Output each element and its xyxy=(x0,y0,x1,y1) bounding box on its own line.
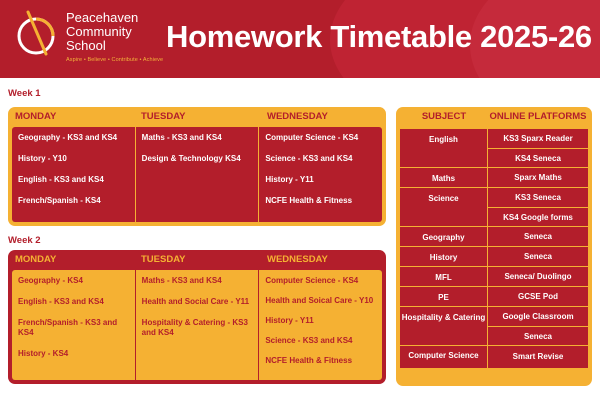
subject-row xyxy=(400,226,588,246)
homework-entry: French/Spanish - KS3 and KS4 xyxy=(18,318,118,337)
homework-entry: Design & Technology KS4 xyxy=(141,154,241,163)
subject-cell: History xyxy=(400,247,488,266)
day-header-wednesday: WEDNESDAY xyxy=(267,254,328,265)
homework-entry: NCFE Health & Fitness xyxy=(265,196,353,205)
homework-entry: Health and Social Care - Y11 xyxy=(141,297,250,306)
school-motto: Aspire • Believe • Contribute • Achieve xyxy=(66,57,164,63)
day-header-monday: MONDAY xyxy=(15,111,57,122)
subject-cell: PE xyxy=(400,287,488,306)
school-name-line: School xyxy=(66,38,106,53)
homework-entry: NCFE Health & Fitness xyxy=(265,356,353,365)
homework-entry: History - KS4 xyxy=(18,349,69,358)
week2-label: Week 2 xyxy=(8,235,41,246)
platform-cell: Seneca/ Duolingo xyxy=(504,272,572,281)
subject-table-header xyxy=(400,111,588,127)
homework-entry: Science - KS3 and KS4 xyxy=(265,336,353,345)
subject-row xyxy=(400,167,588,187)
subject-cell: Science xyxy=(400,188,488,226)
week1-wednesday-column xyxy=(258,127,382,222)
platform-cell: Seneca xyxy=(488,326,588,345)
week2-monday-column xyxy=(12,270,135,380)
subject-row xyxy=(400,129,588,167)
platform-cell: Seneca xyxy=(523,232,553,241)
homework-entry: Maths - KS3 and KS4 xyxy=(141,133,222,142)
school-logo-icon xyxy=(14,8,58,60)
platform-cell: Sparx Maths xyxy=(514,173,562,182)
week2-tuesday-column xyxy=(135,270,259,380)
homework-entry: History - Y11 xyxy=(265,316,314,325)
week2-timetable xyxy=(8,250,386,384)
homework-entry: English - KS3 and KS4 xyxy=(18,297,104,306)
subject-cell: Maths xyxy=(400,168,488,187)
day-header-tuesday: TUESDAY xyxy=(141,254,186,265)
subject-row xyxy=(400,345,588,368)
subject-cell: Hospitality & Catering xyxy=(400,307,488,345)
day-header-tuesday: TUESDAY xyxy=(141,111,186,122)
subject-row xyxy=(400,187,588,226)
week1-timetable xyxy=(8,107,386,226)
subject-row xyxy=(400,266,588,286)
platform-cell: KS4 Google forms xyxy=(488,207,588,226)
platform-cell: Google Classroom xyxy=(502,312,574,321)
subject-row xyxy=(400,246,588,266)
homework-entry: History - Y10 xyxy=(18,154,67,163)
week1-day-headers xyxy=(8,107,386,127)
day-header-wednesday: WEDNESDAY xyxy=(267,111,328,122)
week1-monday-column xyxy=(12,127,135,222)
platforms-column-header: ONLINE PLATFORMS xyxy=(489,111,587,122)
subject-cell: Geography xyxy=(400,227,488,246)
platform-cell: KS3 Seneca xyxy=(515,193,561,202)
platform-cell: KS3 Sparx Reader xyxy=(503,134,573,143)
homework-entry: Health and Soical Care - Y10 xyxy=(265,296,374,305)
page-title: Homework Timetable 2025-26 xyxy=(166,19,592,54)
subject-row xyxy=(400,306,588,345)
platform-cell: Seneca xyxy=(523,252,553,261)
homework-entry: History - Y11 xyxy=(265,175,314,184)
homework-entry: Hospitality & Catering - KS3 and KS4 xyxy=(141,318,248,337)
week1-label: Week 1 xyxy=(8,88,41,99)
homework-entry: Computer Science - KS4 xyxy=(265,133,359,142)
header-banner xyxy=(0,0,600,78)
day-header-monday: MONDAY xyxy=(15,254,57,265)
platform-cell: KS4 Seneca xyxy=(488,148,588,167)
school-name xyxy=(66,11,156,53)
week2-day-headers xyxy=(8,250,386,270)
subject-cell: MFL xyxy=(400,267,488,286)
homework-entry: Computer Science - KS4 xyxy=(265,276,359,285)
homework-entry: Maths - KS3 and KS4 xyxy=(141,276,222,285)
subject-cell: English xyxy=(400,129,488,167)
homework-entry: French/Spanish - KS4 xyxy=(18,196,101,205)
homework-entry: Science - KS3 and KS4 xyxy=(265,154,353,163)
subject-column-header: SUBJECT xyxy=(421,111,467,122)
platform-cell: Smart Revise xyxy=(512,352,564,361)
homework-entry: Geography - KS3 and KS4 xyxy=(18,133,118,142)
week1-tuesday-column xyxy=(135,127,259,222)
week2-wednesday-column xyxy=(258,270,382,380)
platform-cell: GCSE Pod xyxy=(517,292,558,301)
subject-platforms-table xyxy=(396,107,592,386)
school-name-line: Peacehaven xyxy=(66,10,139,25)
homework-entry: English - KS3 and KS4 xyxy=(18,175,104,184)
subject-row xyxy=(400,286,588,306)
school-name-line: Community xyxy=(66,24,132,39)
homework-entry: Geography - KS4 xyxy=(18,276,83,285)
subject-cell: Computer Science xyxy=(400,346,488,368)
